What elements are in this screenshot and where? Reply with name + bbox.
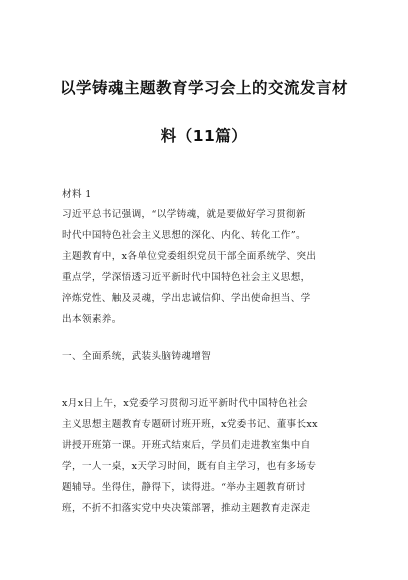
paragraph-1-line-3: 主题教育中，x各单位党委组织党员干部全面系统学、突出 (62, 251, 317, 262)
paragraph-2-line-6: 班，不折不扣落实党中央决策部署，推动主题教育走深走 (62, 503, 311, 514)
paragraph-2-line-4: 学，一人一桌，x天学习时间，既有自主学习，也有多场专 (62, 461, 317, 472)
section-heading-1: 一、全面系统，武装头脑铸魂增智 (62, 351, 212, 362)
paragraph-1-line-2: 时代中国特色社会主义思想的深化、内化、转化工作”。 (62, 230, 306, 241)
section-label: 材料 1 (62, 189, 92, 200)
document-title-line-2: 料（11篇） (160, 127, 248, 145)
paragraph-2-line-2: 主义思想主题教育专题研讨班开班，x党委书记、董事长xx (62, 419, 318, 430)
paragraph-2-line-3: 讲授开班第一课。开班式结束后，学员们走进教室集中自 (62, 440, 311, 451)
document-title-line-1: 以学铸魂主题教育学习会上的交流发言材 (59, 79, 348, 97)
paragraph-2-line-1: x月x日上午，x党委学习贯彻习近平新时代中国特色社会 (62, 398, 308, 409)
paragraph-2-line-5: 题辅导。坐得住，静得下，读得进。“举办主题教育研讨 (62, 482, 306, 493)
paragraph-1-line-5: 淬炼党性、触及灵魂，学出忠诚信仰、学出使命担当、学 (62, 293, 311, 304)
paragraph-1-line-6: 出本领素养。 (62, 314, 122, 325)
paragraph-1-line-4: 重点学，学深悟透习近平新时代中国特色社会主义思想， (62, 272, 311, 283)
paragraph-1-line-1: 习近平总书记强调，“以学铸魂，就是要做好学习贯彻新 (62, 209, 306, 220)
